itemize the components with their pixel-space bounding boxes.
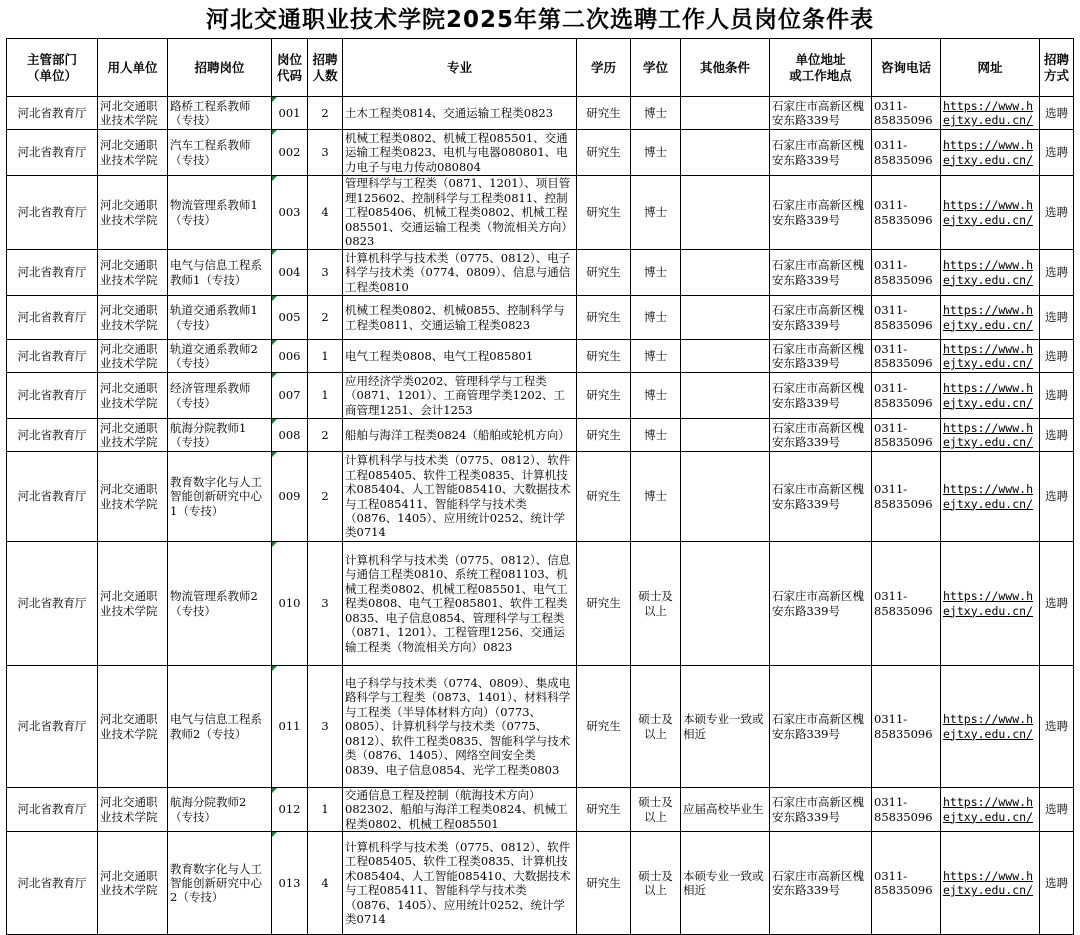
table-row (7, 176, 1074, 250)
cell-major: 计算机科学与技术类（0775、0812）、软件工程085405、软件工程类0835、计算机技术085404、人工智能085410、大数据技术与工程085411、智能科学与技术类（0876、1405）、应用统计0252、统计学类0714 (343, 452, 577, 542)
cell-degree: 硕士及以上 (631, 542, 681, 666)
header-position: 招聘岗位 (168, 39, 272, 97)
header-major: 专业 (343, 39, 577, 97)
cell-degree: 硕士及以上 (631, 788, 681, 832)
cell-employer: 河北交通职业技术学院 (98, 340, 168, 373)
cell-employer: 河北交通职业技术学院 (98, 788, 168, 832)
cell-education: 研究生 (577, 250, 631, 296)
cell-degree: 博士 (631, 340, 681, 373)
cell-education: 研究生 (577, 542, 631, 666)
header-method: 招聘 方式 (1040, 39, 1074, 97)
cell-website-link[interactable]: https://www.hejtxy.edu.cn/ (941, 340, 1040, 373)
header-degree: 学位 (631, 39, 681, 97)
cell-address: 石家庄市高新区槐安东路339号 (770, 97, 872, 130)
cell-code: 010 (272, 542, 308, 666)
table-row (7, 542, 1074, 666)
cell-position: 路桥工程系教师（专技） (168, 97, 272, 130)
cell-dept: 河北省教育厅 (7, 97, 98, 130)
cell-other (681, 296, 770, 340)
cell-position: 轨道交通系教师1（专技） (168, 296, 272, 340)
cell-website-link[interactable]: https://www.hejtxy.edu.cn/ (941, 250, 1040, 296)
cell-phone: 0311-85835096 (872, 176, 941, 250)
cell-website-link[interactable]: https://www.hejtxy.edu.cn/ (941, 373, 1040, 419)
cell-degree: 博士 (631, 419, 681, 452)
cell-dept: 河北省教育厅 (7, 250, 98, 296)
cell-dept: 河北省教育厅 (7, 296, 98, 340)
header-website: 网址 (941, 39, 1040, 97)
cell-position: 航海分院教师2（专技） (168, 788, 272, 832)
cell-education: 研究生 (577, 832, 631, 935)
cell-education: 研究生 (577, 419, 631, 452)
cell-employer: 河北交通职业技术学院 (98, 666, 168, 788)
cell-code: 001 (272, 97, 308, 130)
cell-major: 船舶与海洋工程类0824（船舶或轮机方向） (343, 419, 577, 452)
cell-address: 石家庄市高新区槐安东路339号 (770, 176, 872, 250)
cell-dept: 河北省教育厅 (7, 130, 98, 176)
cell-method: 选聘 (1040, 176, 1074, 250)
cell-method: 选聘 (1040, 130, 1074, 176)
cell-other (681, 130, 770, 176)
cell-employer: 河北交通职业技术学院 (98, 373, 168, 419)
cell-dept: 河北省教育厅 (7, 788, 98, 832)
cell-other (681, 340, 770, 373)
table-row (7, 340, 1074, 373)
cell-major: 计算机科学与技术类（0775、0812）、电子科学与技术类（0774、0809）、信息与通信工程类0810 (343, 250, 577, 296)
header-education: 学历 (577, 39, 631, 97)
cell-other (681, 419, 770, 452)
cell-degree: 博士 (631, 176, 681, 250)
cell-dept: 河北省教育厅 (7, 176, 98, 250)
cell-dept: 河北省教育厅 (7, 419, 98, 452)
cell-degree: 博士 (631, 373, 681, 419)
header-count: 招聘 人数 (308, 39, 343, 97)
cell-other (681, 176, 770, 250)
header-other: 其他条件 (681, 39, 770, 97)
header-employer: 用人单位 (98, 39, 168, 97)
table-header-row (7, 39, 1074, 97)
cell-major: 机械工程类0802、机械工程085501、交通运输工程类0823、电机与电器080801、电力电子与电力传动080804 (343, 130, 577, 176)
cell-website-link[interactable]: https://www.hejtxy.edu.cn/ (941, 419, 1040, 452)
cell-code: 009 (272, 452, 308, 542)
cell-major: 计算机科学与技术类（0775、0812）、信息与通信工程类0810、系统工程081103、机械工程类0802、机械工程085501、电气工程类0808、电气工程085801、软件工程类0835、电子信息0854、管理科学与工程类（0871、1201）、工程管理1256、交通运输工程类（物流相关方向）0823 (343, 542, 577, 666)
table-row (7, 788, 1074, 832)
cell-education: 研究生 (577, 296, 631, 340)
cell-code: 013 (272, 832, 308, 935)
cell-count: 1 (308, 340, 343, 373)
cell-method: 选聘 (1040, 542, 1074, 666)
cell-education: 研究生 (577, 666, 631, 788)
cell-website-link[interactable]: https://www.hejtxy.edu.cn/ (941, 542, 1040, 666)
cell-education: 研究生 (577, 452, 631, 542)
cell-major: 应用经济学类0202、管理科学与工程类（0871、1201）、工商管理学类1202、工商管理1251、会计1253 (343, 373, 577, 419)
cell-position: 物流管理系教师1（专技） (168, 176, 272, 250)
cell-address: 石家庄市高新区槐安东路339号 (770, 788, 872, 832)
cell-dept: 河北省教育厅 (7, 542, 98, 666)
cell-position: 航海分院教师1（专技） (168, 419, 272, 452)
cell-method: 选聘 (1040, 373, 1074, 419)
cell-position: 物流管理系教师2（专技） (168, 542, 272, 666)
cell-phone: 0311-85835096 (872, 419, 941, 452)
cell-education: 研究生 (577, 97, 631, 130)
cell-employer: 河北交通职业技术学院 (98, 832, 168, 935)
cell-position: 汽车工程系教师（专技） (168, 130, 272, 176)
cell-code: 011 (272, 666, 308, 788)
cell-employer: 河北交通职业技术学院 (98, 97, 168, 130)
table-body (7, 97, 1074, 935)
table-row (7, 97, 1074, 130)
table-row (7, 419, 1074, 452)
cell-method: 选聘 (1040, 97, 1074, 130)
table-row (7, 130, 1074, 176)
cell-website-link[interactable]: https://www.hejtxy.edu.cn/ (941, 788, 1040, 832)
cell-code: 005 (272, 296, 308, 340)
cell-education: 研究生 (577, 340, 631, 373)
cell-address: 石家庄市高新区槐安东路339号 (770, 340, 872, 373)
cell-degree: 硕士及以上 (631, 666, 681, 788)
cell-major: 交通信息工程及控制（航海技术方向）082302、船舶与海洋工程类0824、机械工程类0802、机械工程085501 (343, 788, 577, 832)
cell-method: 选聘 (1040, 666, 1074, 788)
cell-phone: 0311-85835096 (872, 666, 941, 788)
cell-phone: 0311-85835096 (872, 788, 941, 832)
cell-count: 2 (308, 97, 343, 130)
cell-phone: 0311-85835096 (872, 452, 941, 542)
cell-phone: 0311-85835096 (872, 296, 941, 340)
table-row (7, 250, 1074, 296)
cell-degree: 博士 (631, 130, 681, 176)
document-title: 河北交通职业技术学院2025年第二次选聘工作人员岗位条件表 (205, 7, 874, 33)
cell-code: 012 (272, 788, 308, 832)
cell-other: 本硕专业一致或相近 (681, 832, 770, 935)
table-row (7, 666, 1074, 788)
cell-count: 2 (308, 452, 343, 542)
cell-employer: 河北交通职业技术学院 (98, 176, 168, 250)
cell-position: 经济管理系教师（专技） (168, 373, 272, 419)
cell-employer: 河北交通职业技术学院 (98, 542, 168, 666)
cell-website-link[interactable]: https://www.hejtxy.edu.cn/ (941, 296, 1040, 340)
cell-address: 石家庄市高新区槐安东路339号 (770, 373, 872, 419)
cell-address: 石家庄市高新区槐安东路339号 (770, 452, 872, 542)
cell-website-link[interactable]: https://www.hejtxy.edu.cn/ (941, 666, 1040, 788)
cell-method: 选聘 (1040, 250, 1074, 296)
cell-major: 土木工程类0814、交通运输工程类0823 (343, 97, 577, 130)
cell-dept: 河北省教育厅 (7, 832, 98, 935)
cell-employer: 河北交通职业技术学院 (98, 296, 168, 340)
cell-other: 应届高校毕业生 (681, 788, 770, 832)
cell-phone: 0311-85835096 (872, 340, 941, 373)
cell-employer: 河北交通职业技术学院 (98, 419, 168, 452)
cell-phone: 0311-85835096 (872, 542, 941, 666)
table-row (7, 452, 1074, 542)
cell-phone: 0311-85835096 (872, 130, 941, 176)
cell-major: 计算机科学与技术类（0775、0812）、软件工程085405、软件工程类0835、计算机技术085404、人工智能085410、大数据技术与工程085411、智能科学与技术类（0876、1405）、应用统计0252、统计学类0714 (343, 832, 577, 935)
cell-website-link[interactable]: https://www.hejtxy.edu.cn/ (941, 832, 1040, 935)
cell-dept: 河北省教育厅 (7, 452, 98, 542)
cell-method: 选聘 (1040, 788, 1074, 832)
cell-code: 004 (272, 250, 308, 296)
cell-phone: 0311-85835096 (872, 250, 941, 296)
cell-website-link[interactable]: https://www.hejtxy.edu.cn/ (941, 452, 1040, 542)
header-code: 岗位 代码 (272, 39, 308, 97)
cell-degree: 博士 (631, 452, 681, 542)
cell-code: 008 (272, 419, 308, 452)
cell-degree: 硕士及以上 (631, 832, 681, 935)
cell-major: 管理科学与工程类（0871、1201）、项目管理125602、控制科学与工程类0811、控制工程085406、机械工程类0802、机械工程085501、交通运输工程类（物流相关方向）0823 (343, 176, 577, 250)
cell-employer: 河北交通职业技术学院 (98, 452, 168, 542)
cell-position: 电气与信息工程系教师2（专技） (168, 666, 272, 788)
cell-phone: 0311-85835096 (872, 97, 941, 130)
cell-other (681, 97, 770, 130)
cell-other (681, 542, 770, 666)
cell-education: 研究生 (577, 130, 631, 176)
table-row (7, 373, 1074, 419)
cell-employer: 河北交通职业技术学院 (98, 130, 168, 176)
cell-position: 电气与信息工程系教师1（专技） (168, 250, 272, 296)
cell-count: 2 (308, 296, 343, 340)
cell-position: 轨道交通系教师2（专技） (168, 340, 272, 373)
cell-count: 4 (308, 832, 343, 935)
cell-phone: 0311-85835096 (872, 832, 941, 935)
cell-address: 石家庄市高新区槐安东路339号 (770, 130, 872, 176)
cell-major: 电气工程类0808、电气工程085801 (343, 340, 577, 373)
cell-address: 石家庄市高新区槐安东路339号 (770, 296, 872, 340)
cell-degree: 博士 (631, 97, 681, 130)
cell-address: 石家庄市高新区槐安东路339号 (770, 666, 872, 788)
cell-method: 选聘 (1040, 452, 1074, 542)
table-row (7, 296, 1074, 340)
cell-position: 教育数字化与人工智能创新研究中心2（专技） (168, 832, 272, 935)
cell-degree: 博士 (631, 250, 681, 296)
cell-method: 选聘 (1040, 832, 1074, 935)
cell-other (681, 250, 770, 296)
cell-count: 4 (308, 176, 343, 250)
header-dept: 主管部门 （单位） (7, 39, 98, 97)
cell-count: 2 (308, 419, 343, 452)
cell-count: 3 (308, 666, 343, 788)
cell-major: 机械工程类0802、机械0855、控制科学与工程类0811、交通运输工程类0823 (343, 296, 577, 340)
cell-method: 选聘 (1040, 296, 1074, 340)
cell-dept: 河北省教育厅 (7, 373, 98, 419)
cell-code: 002 (272, 130, 308, 176)
cell-address: 石家庄市高新区槐安东路339号 (770, 832, 872, 935)
cell-method: 选聘 (1040, 419, 1074, 452)
cell-other: 本硕专业一致或相近 (681, 666, 770, 788)
position-conditions-table (6, 38, 1074, 935)
cell-address: 石家庄市高新区槐安东路339号 (770, 419, 872, 452)
cell-count: 1 (308, 373, 343, 419)
cell-position: 教育数字化与人工智能创新研究中心1（专技） (168, 452, 272, 542)
cell-count: 1 (308, 788, 343, 832)
cell-education: 研究生 (577, 788, 631, 832)
cell-address: 石家庄市高新区槐安东路339号 (770, 542, 872, 666)
cell-other (681, 452, 770, 542)
cell-website-link[interactable]: https://www.hejtxy.edu.cn/ (941, 130, 1040, 176)
cell-count: 3 (308, 130, 343, 176)
cell-count: 3 (308, 542, 343, 666)
header-phone: 咨询电话 (872, 39, 941, 97)
cell-employer: 河北交通职业技术学院 (98, 250, 168, 296)
cell-dept: 河北省教育厅 (7, 666, 98, 788)
cell-code: 006 (272, 340, 308, 373)
cell-major: 电子科学与技术类（0774、0809）、集成电路科学与工程类（0873、1401）、材料科学与工程类（半导体材料方向）（0773、0805）、计算机科学与技术类（0775、0812）、软件工程类0835、智能科学与技术类（0876、1405）、网络空间安全类0839、电子信息0854、光学工程类0803 (343, 666, 577, 788)
cell-other (681, 373, 770, 419)
cell-dept: 河北省教育厅 (7, 340, 98, 373)
table-row (7, 832, 1074, 935)
cell-education: 研究生 (577, 176, 631, 250)
cell-code: 007 (272, 373, 308, 419)
cell-phone: 0311-85835096 (872, 373, 941, 419)
cell-education: 研究生 (577, 373, 631, 419)
cell-degree: 博士 (631, 296, 681, 340)
cell-website-link[interactable]: https://www.hejtxy.edu.cn/ (941, 97, 1040, 130)
cell-count: 3 (308, 250, 343, 296)
cell-method: 选聘 (1040, 340, 1074, 373)
header-address: 单位地址 或工作地点 (770, 39, 872, 97)
cell-code: 003 (272, 176, 308, 250)
cell-website-link[interactable]: https://www.hejtxy.edu.cn/ (941, 176, 1040, 250)
cell-address: 石家庄市高新区槐安东路339号 (770, 250, 872, 296)
